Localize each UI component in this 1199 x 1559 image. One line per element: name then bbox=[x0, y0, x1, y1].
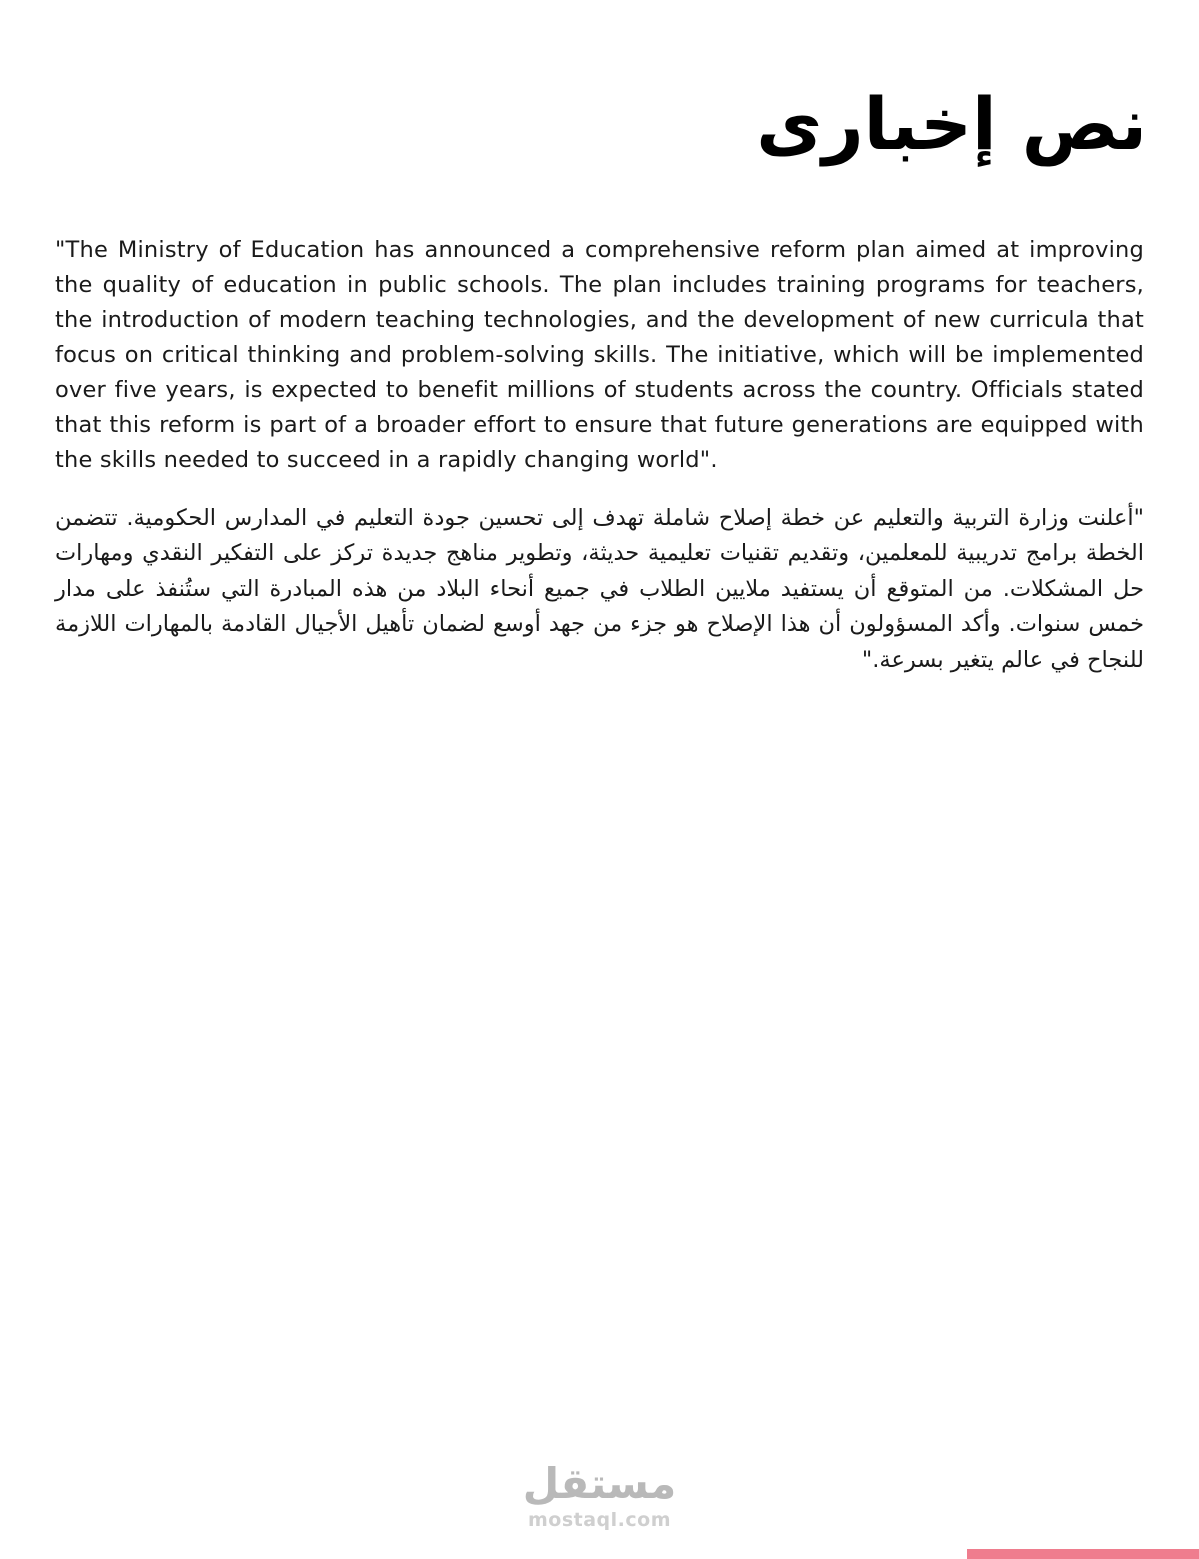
watermark-logo-text: مستقل bbox=[522, 1458, 677, 1508]
watermark bbox=[0, 1458, 1199, 1531]
bottom-right-accent-bar bbox=[967, 1549, 1199, 1559]
paragraph-arabic: "أعلنت وزارة التربية والتعليم عن خطة إصلاح شاملة تهدف إلى تحسين جودة التعليم في المدارس الحكومية. تتضمن الخطة برامج تدريبية للمعلمين، وتقديم تقنيات تعليمية حديثة، وتطوير مناهج جديدة تركز على التفكير النقدي ومهارات حل المشكلات. من المتوقع أن يستفيد ملايين الطلاب في جميع أنحاء البلاد من هذه المبادرة التي ستُنفذ على مدار خمس سنوات. وأكد المسؤولون أن هذا الإصلاح هو جزء من جهد أوسع لضمان تأهيل الأجيال القادمة بالمهارات اللازمة للنجاح في عالم يتغير بسرعة." bbox=[55, 504, 1144, 673]
page-title: نص إخبارى bbox=[756, 82, 1147, 167]
watermark-url-text: mostaql.com bbox=[527, 1509, 671, 1531]
paragraph-english: "The Ministry of Education has announced a comprehensive reform plan aimed at improving the quality of education in public schools. The plan includes training programs for teachers, the introduction of modern teaching technologies, and the development of new curricula that focus on critical thinking and problem-solving skills. The initiative, which will be implemented over five years, is expected to benefit millions of students across the country. Officials stated that this reform is part of a broader effort to ensure that future generations are equipped with the skills needed to succeed in a rapidly changing world". bbox=[55, 236, 1144, 473]
